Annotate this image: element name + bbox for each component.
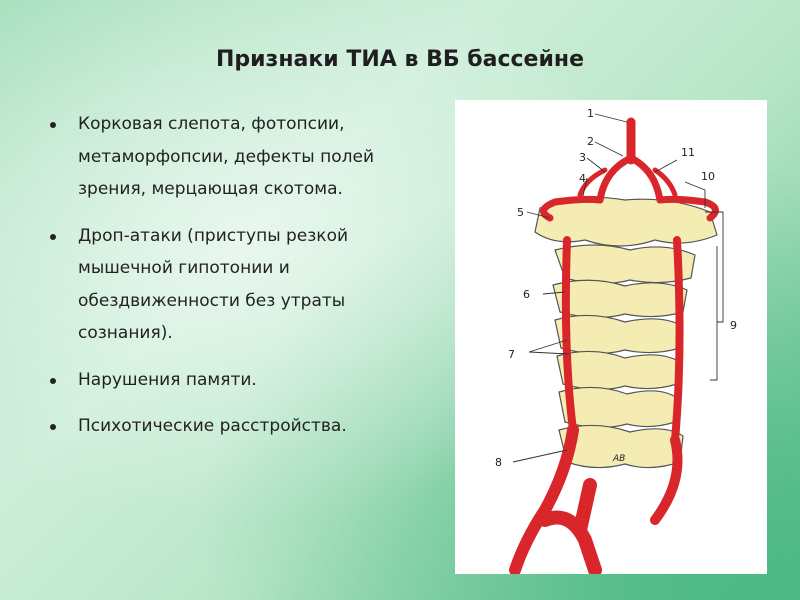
label-3: 3 [579, 151, 586, 164]
bullet-text: Нарушения памяти. [78, 369, 257, 390]
label-4: 4 [579, 172, 586, 185]
bullet-dot [50, 378, 56, 384]
bullet-item [44, 410, 424, 443]
bullet-text: Корковая слепота, фотопсии, метаморфопсии, дефекты полей зрения, мерцающая скотома. [78, 114, 375, 199]
bullet-text: Дроп-атаки (приступы резкой мышечной гипотонии и обездвиженности без утраты сознания). [78, 225, 349, 343]
label-2: 2 [587, 135, 594, 148]
label-7: 7 [508, 348, 515, 361]
label-6: 6 [523, 288, 530, 301]
label-10: 10 [701, 170, 715, 183]
bullet-item [44, 108, 424, 206]
artist-mark: АВ [613, 454, 626, 464]
bullet-dot [50, 234, 56, 240]
label-5: 5 [517, 206, 524, 219]
label-8: 8 [495, 456, 502, 469]
bullet-list [44, 108, 424, 457]
bullet-dot [50, 122, 56, 128]
slide-title: Признаки ТИА в ВБ бассейне [215, 47, 585, 72]
bullet-dot [50, 424, 56, 430]
bullet-text: Психотические расстройства. [78, 416, 347, 436]
bullet-item [44, 364, 424, 397]
label-11: 11 [681, 146, 695, 159]
vertebral-artery-illustration [455, 100, 767, 574]
label-9: 9 [730, 319, 737, 332]
anatomy-figure [455, 100, 767, 574]
label-1: 1 [587, 107, 594, 120]
bullet-item [44, 220, 424, 350]
